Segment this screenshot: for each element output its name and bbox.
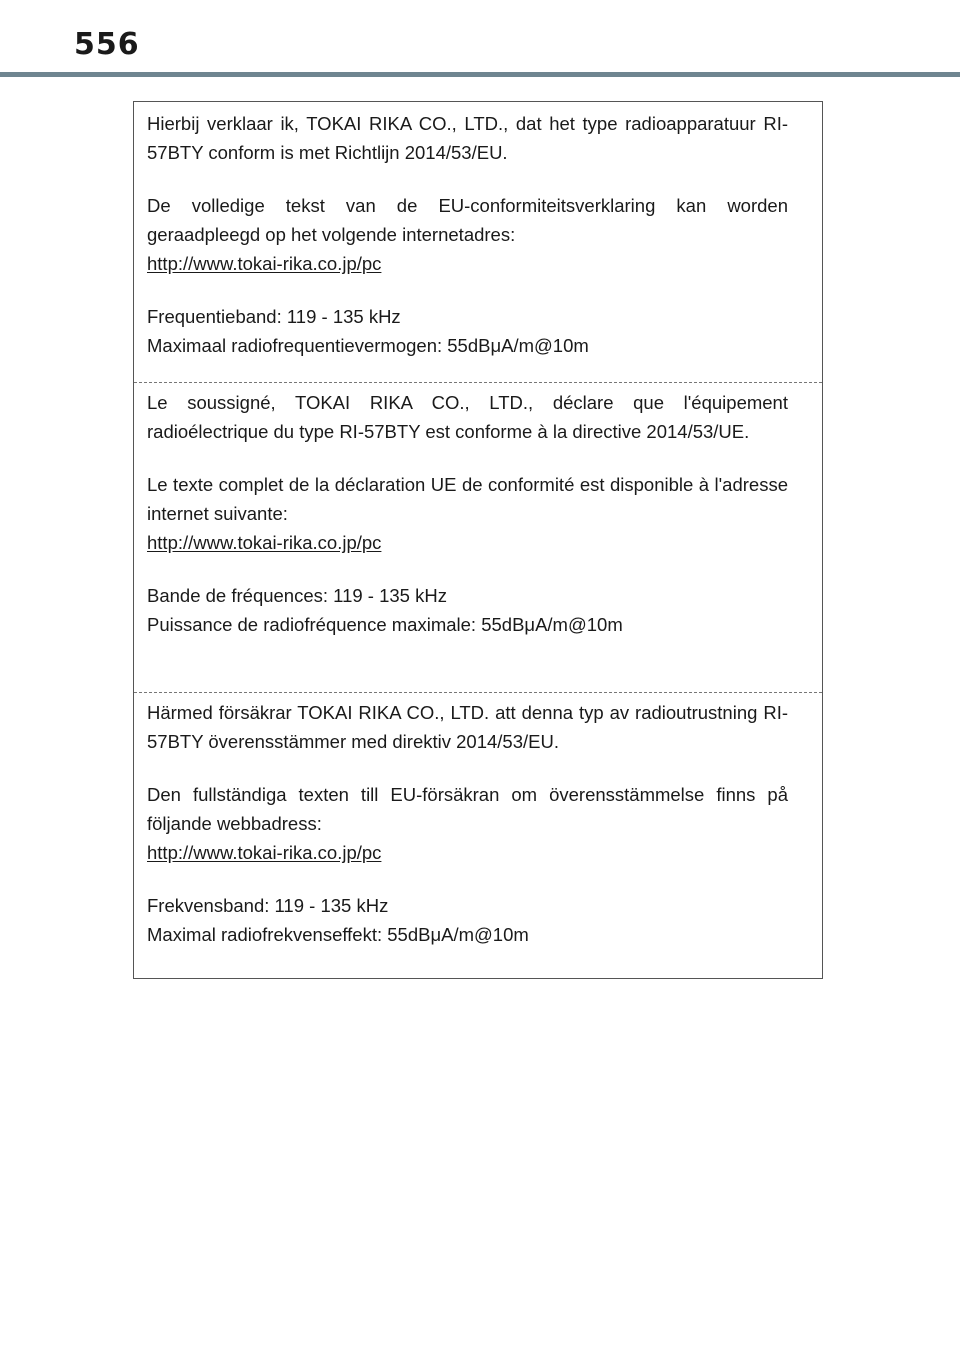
fulltext-notice-text-dutch: De volledige tekst van de EU-conformiteitsverklaring kan worden geraadpleegd op het volgende internetadres: xyxy=(147,195,788,245)
max-power-french: Puissance de radiofréquence maximale: 55dBμA/m@10m xyxy=(147,614,623,635)
page-number: 556 xyxy=(74,27,140,62)
fulltext-notice-french xyxy=(147,470,788,557)
declaration-section-french xyxy=(134,388,822,639)
radio-specs-swedish xyxy=(147,891,788,949)
radio-specs-dutch xyxy=(147,302,788,360)
fulltext-notice-dutch xyxy=(147,191,788,278)
declaration-section-swedish xyxy=(134,698,822,949)
declaration-url-link-french[interactable]: http://www.tokai-rika.co.jp/pc xyxy=(147,532,382,553)
declaration-box xyxy=(133,101,823,979)
section-divider xyxy=(134,382,822,383)
max-power-swedish: Maximal radiofrekvenseffekt: 55dBμA/m@10m xyxy=(147,924,529,945)
max-power-dutch: Maximaal radiofrequentievermogen: 55dBμA/m@10m xyxy=(147,335,589,356)
conformity-statement-french: Le soussigné, TOKAI RIKA CO., LTD., déclare que l'équipement radioélectrique du type RI-57BTY est conforme à la directive 2014/53/UE. xyxy=(147,392,788,442)
frequency-band-dutch: Frequentieband: 119 - 135 kHz xyxy=(147,306,401,327)
header-rule xyxy=(0,72,960,77)
frequency-band-french: Bande de fréquences: 119 - 135 kHz xyxy=(147,585,447,606)
declaration-url-link-dutch[interactable]: http://www.tokai-rika.co.jp/pc xyxy=(147,253,382,274)
conformity-statement-swedish: Härmed försäkrar TOKAI RIKA CO., LTD. att denna typ av radioutrustning RI-57BTY överensstämmer med direktiv 2014/53/EU. xyxy=(147,702,788,752)
fulltext-notice-text-french: Le texte complet de la déclaration UE de conformité est disponible à l'adresse internet suivante: xyxy=(147,474,788,524)
fulltext-notice-text-swedish: Den fullständiga texten till EU-försäkran om överensstämmelse finns på följande webbadress: xyxy=(147,784,788,834)
declaration-section-dutch xyxy=(134,109,822,360)
conformity-statement-dutch: Hierbij verklaar ik, TOKAI RIKA CO., LTD., dat het type radioapparatuur RI-57BTY conform is met Richtlijn 2014/53/EU. xyxy=(147,113,788,163)
frequency-band-swedish: Frekvensband: 119 - 135 kHz xyxy=(147,895,389,916)
radio-specs-french xyxy=(147,581,788,639)
section-divider xyxy=(134,692,822,693)
fulltext-notice-swedish xyxy=(147,780,788,867)
declaration-url-link-swedish[interactable]: http://www.tokai-rika.co.jp/pc xyxy=(147,842,382,863)
